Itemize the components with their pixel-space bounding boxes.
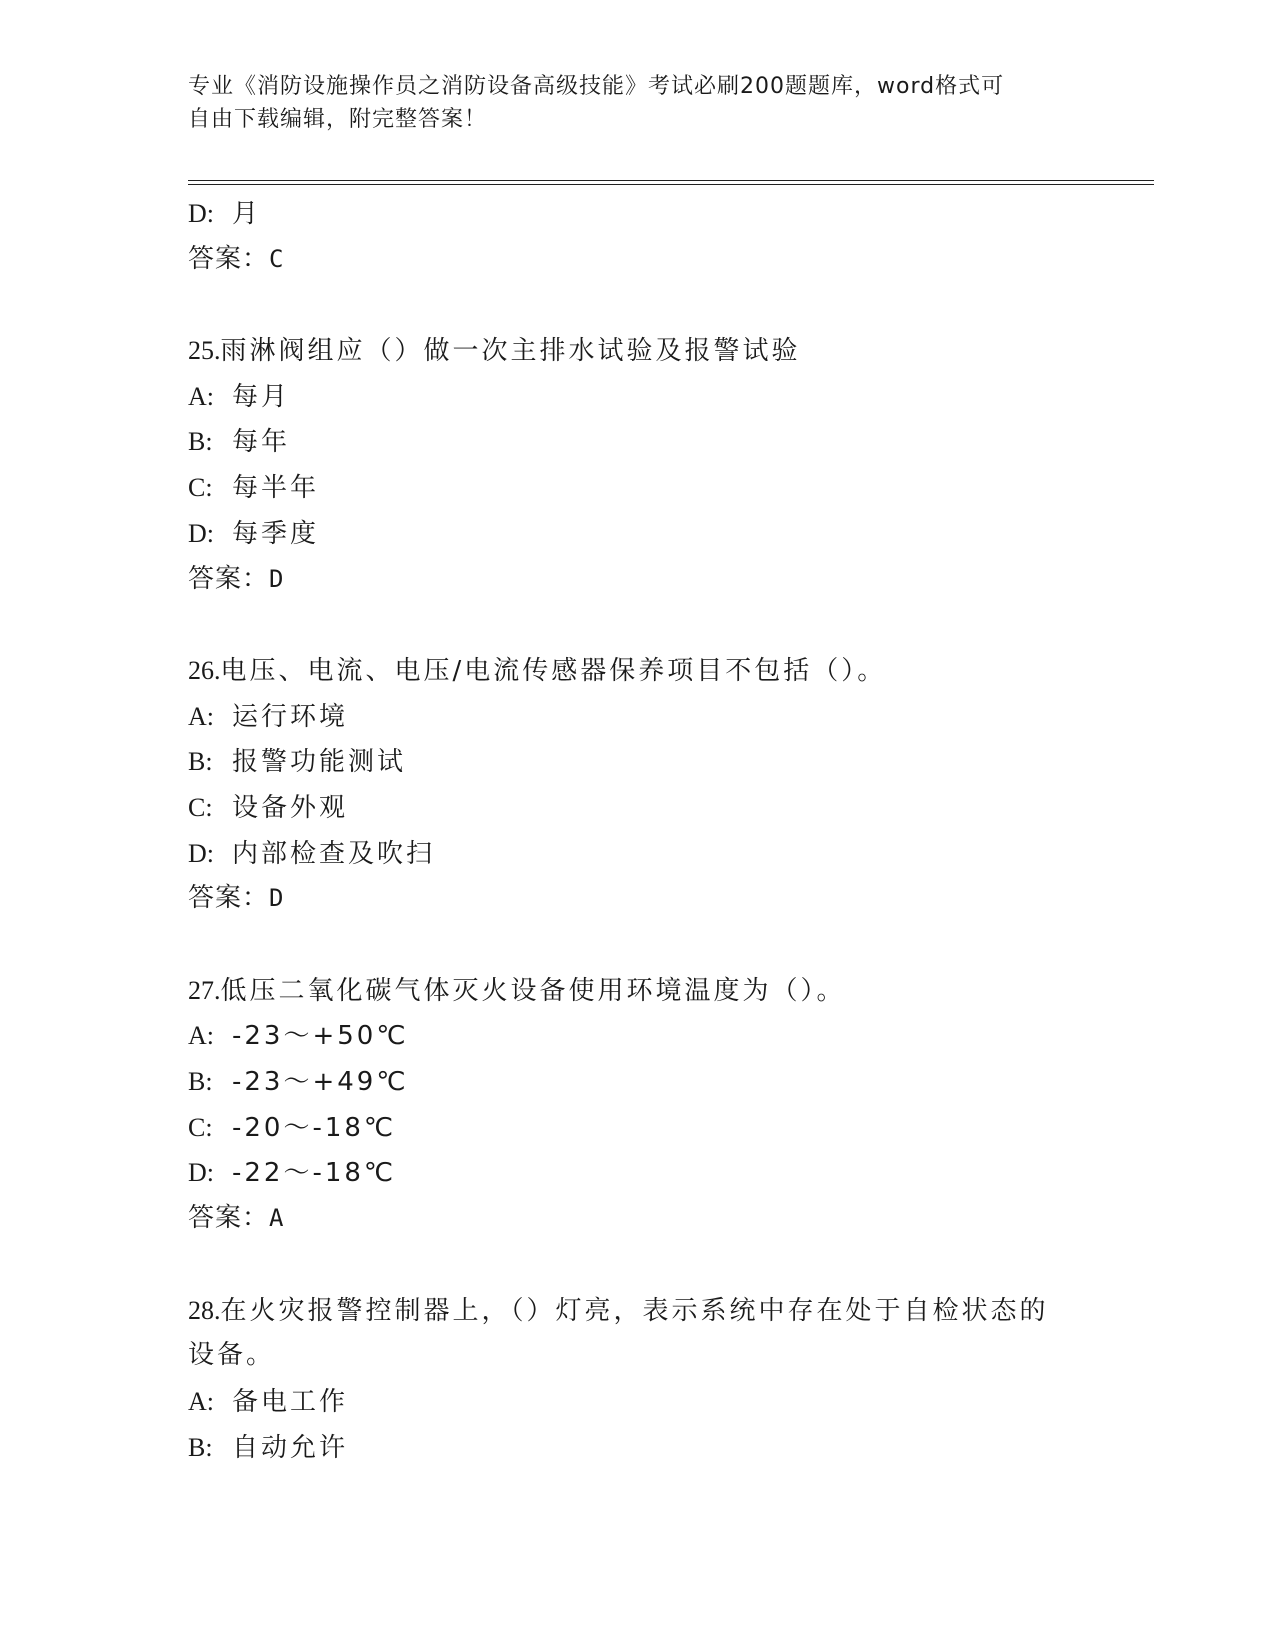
question-24-tail [188, 191, 1088, 282]
question-number: 28. [188, 1295, 221, 1325]
answer-value: A [269, 1204, 285, 1233]
option-a [188, 1379, 1088, 1425]
question-stem [188, 328, 1088, 374]
option-text: 运行环境 [232, 701, 349, 732]
option-a [188, 694, 1088, 740]
option-text: 内部检查及吹扫 [232, 838, 436, 869]
option-d [188, 1150, 1088, 1196]
option-b [188, 1425, 1088, 1471]
question-stem-continued [188, 1333, 1088, 1379]
header-divider-top [188, 180, 1154, 181]
option-text: 设备外观 [232, 792, 349, 823]
option-letter: B: [188, 1432, 213, 1462]
header-line-1: 专业《消防设施操作员之消防设备高级技能》考试必刷200题题库，word格式可 [188, 74, 1005, 99]
question-stem [188, 1288, 1088, 1334]
answer-value: D [269, 884, 285, 913]
option-letter: A: [188, 381, 214, 411]
option-b [188, 1059, 1088, 1105]
answer-line [188, 557, 1088, 603]
answer-line [188, 237, 1088, 283]
option-letter: B: [188, 1067, 213, 1097]
question-28 [188, 1288, 1088, 1471]
answer-line [188, 1196, 1088, 1242]
option-text: 备电工作 [232, 1386, 349, 1417]
question-number: 26. [188, 655, 221, 685]
question-number: 27. [188, 975, 221, 1005]
question-text: 电压、电流、电压/电流传感器保养项目不包括（）。 [220, 655, 887, 686]
option-text: 每月 [232, 381, 291, 412]
option-text: -20～-18℃ [232, 1112, 397, 1143]
document-header [188, 70, 1088, 136]
option-letter: A: [188, 701, 214, 731]
option-letter: B: [188, 747, 213, 777]
answer-label: 答案： [188, 1203, 270, 1234]
answer-value: D [269, 564, 285, 593]
option-letter: C: [188, 792, 213, 822]
option-letter: D: [188, 1158, 214, 1188]
option-b [188, 739, 1088, 785]
question-27 [188, 968, 1088, 1242]
option-text: 自动允许 [232, 1432, 349, 1463]
answer-value: C [269, 244, 285, 273]
option-c [188, 1105, 1088, 1151]
option-d [188, 831, 1088, 877]
option-text: 每季度 [232, 518, 320, 549]
option-a [188, 374, 1088, 420]
option-b [188, 419, 1088, 465]
option-letter: B: [188, 427, 213, 457]
question-text: 低压二氧化碳气体灭火设备使用环境温度为（）。 [220, 975, 846, 1006]
option-letter: A: [188, 1386, 214, 1416]
option-text: -23～+49℃ [232, 1067, 409, 1098]
question-26 [188, 648, 1088, 922]
option-text: -22～-18℃ [232, 1158, 397, 1189]
question-text: 雨淋阀组应（）做一次主排水试验及报警试验 [220, 336, 801, 367]
answer-label: 答案： [188, 883, 270, 914]
option-letter: C: [188, 1112, 213, 1142]
option-letter: A: [188, 1021, 214, 1051]
option-text: 每半年 [232, 473, 320, 504]
option-d [188, 191, 1088, 237]
option-letter: D: [188, 199, 214, 228]
question-text: 在火灾报警控制器上，（）灯亮，表示系统中存在处于自检状态的 [220, 1295, 1049, 1326]
question-stem [188, 968, 1088, 1014]
option-text: -23～+50℃ [232, 1021, 409, 1052]
question-number: 25. [188, 336, 221, 366]
question-25 [188, 328, 1088, 602]
option-c [188, 465, 1088, 511]
answer-label: 答案： [188, 563, 270, 594]
header-line-2: 自由下载编辑，附完整答案！ [188, 107, 488, 132]
option-text: 每年 [232, 427, 291, 458]
answer-label: 答案： [188, 243, 270, 274]
option-letter: D: [188, 838, 214, 868]
option-d [188, 511, 1088, 557]
question-text: 设备。 [188, 1340, 276, 1371]
option-letter: C: [188, 473, 213, 503]
option-letter: D: [188, 518, 214, 548]
option-a [188, 1013, 1088, 1059]
question-stem [188, 648, 1088, 694]
option-text: 月 [232, 199, 262, 229]
option-text: 报警功能测试 [232, 747, 407, 778]
answer-line [188, 876, 1088, 922]
question-list [188, 191, 1088, 1470]
option-c [188, 785, 1088, 831]
header-divider-bottom [188, 184, 1154, 185]
